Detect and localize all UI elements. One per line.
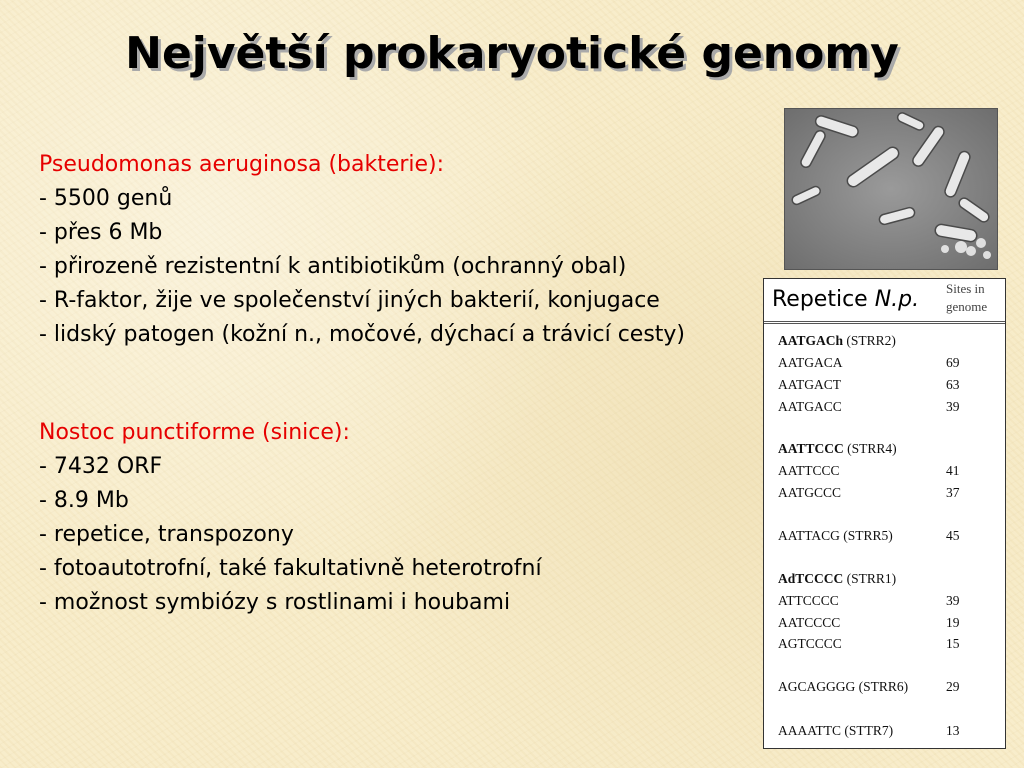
list-item: - 5500 genů (39, 186, 173, 211)
table-row: AATGCCC 37 (778, 485, 960, 500)
table-row: AATGACC 39 (778, 399, 960, 414)
table-row: AAAATTC (STTR7) 13 (778, 723, 960, 738)
list-item: - 8.9 Mb (39, 488, 129, 513)
list-item: - fotoautotrofní, také fakultativně heterotrofní (39, 556, 542, 581)
table-row: AATTCCC (STRR4) (778, 441, 897, 456)
list-item: - lidský patogen (kožní n., močové, dýchací a trávicí cesty) (39, 322, 686, 347)
slide-title: Největší prokaryotické genomy (125, 28, 899, 79)
list-item: - repetice, transpozony (39, 522, 294, 547)
table-row: AGTCCCC 15 (778, 636, 960, 651)
repeat-table-header (764, 279, 1005, 324)
table-row: AATTACG (STRR5) 45 (778, 528, 960, 543)
table-row: AATGACA 69 (778, 355, 960, 370)
sites-in-genome-header: Sites in genome (946, 281, 988, 314)
table-row: AATGACT 63 (778, 377, 960, 392)
repeat-table (763, 278, 1006, 749)
table-row: AATGACh (STRR2) (778, 333, 896, 348)
slide-body (39, 148, 759, 620)
repetice-label: Repetice N.p. (772, 287, 920, 312)
bacteria-micrograph (784, 108, 998, 270)
list-item: - přirozeně rezistentní k antibiotikům (ochranný obal) (39, 254, 627, 279)
list-item: - 7432 ORF (39, 454, 163, 479)
table-row: AATTCCC 41 (778, 463, 960, 478)
table-row: AGCAGGGG (STRR6) 29 (778, 679, 960, 694)
table-row: ATTCCCC 39 (778, 593, 960, 608)
list-item: - možnost symbiózy s rostlinami i houbami (39, 590, 511, 615)
list-item: - R-faktor, žije ve společenství jiných bakterií, konjugace (39, 288, 660, 313)
table-row: AdTCCCC (STRR1) (778, 571, 897, 586)
organism-heading-pseudomonas: Pseudomonas aeruginosa (bakterie): (39, 152, 445, 177)
table-row: AATCCCC 19 (778, 615, 960, 630)
organism-heading-nostoc: Nostoc punctiforme (sinice): (39, 420, 350, 445)
list-item: - přes 6 Mb (39, 220, 163, 245)
